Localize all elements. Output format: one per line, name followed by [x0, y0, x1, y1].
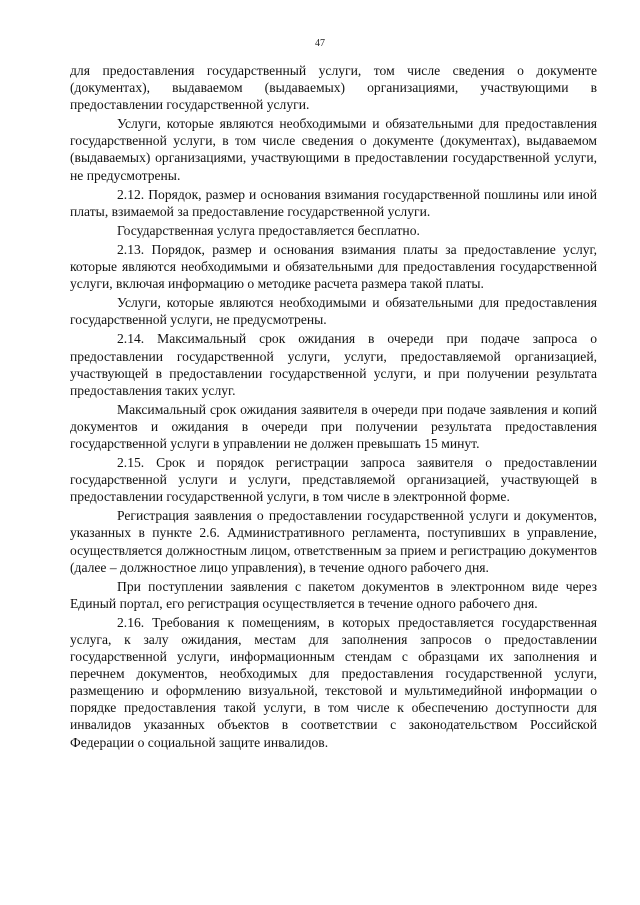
- section-heading-2-14: 2.14. Максимальный срок ожидания в очереди при подаче запроса о предоставлении государственной услуги, услуги, предоставляемой организацией, участвующей в предоставлении государственной услуги, и при получении результата предоставления таких услуг.: [70, 331, 597, 398]
- section-heading-2-15: 2.15. Срок и порядок регистрации запроса заявителя о предоставлении государственной услуги и услуги, представляемой организацией, участвующей в предоставлении государственной услуги, в том числе в электронной форме.: [70, 455, 597, 505]
- paragraph-10: Регистрация заявления о предоставлении государственной услуги и документов, указанных в пункте 2.6. Административного регламента, поступивших в управление, осуществляется должностным лицом, ответственным за прием и регистрацию документов (далее – должностное лицо управления), в течение одного рабочего дня.: [70, 508, 597, 575]
- paragraph-1: для предоставления государственный услуги, том числе сведения о документе (документах), выдаваемом (выдаваемых) организациями, участвующими в предоставлении государственной услуги.: [70, 63, 597, 113]
- paragraph-11: При поступлении заявления с пакетом документов в электронном виде через Единый портал, его регистрация осуществляется в течение одного рабочего дня.: [70, 578, 597, 611]
- section-heading-2-16: 2.16. Требования к помещениям, в которых предоставляется государственная услуга, к залу ожидания, местам для заполнения запросов о предоставлении государственной услуги, информационным стендам с образцами их заполнения и перечнем документов, необходимых для предоставления государственной услуги, размещению и оформлению визуальной, текстовой и мультимедийной информации о порядке предоставления такой услуги, в том числе к обеспечению доступности для инвалидов указанных объектов в соответствии с законодательством Российской Федерации о социальной защите инвалидов.: [70, 614, 597, 750]
- paragraph-2: Услуги, которые являются необходимыми и обязательными для предоставления государственной услуги, в том числе сведения о документе (документах), выдаваемом (выдаваемых) организациями, участвующими в предоставлении государственной услуги, не предусмотрены.: [70, 116, 597, 183]
- section-heading-2-13: 2.13. Порядок, размер и основания взимания платы за предоставление услуг, которые являются необходимыми и обязательными для предоставления государственной услуги, включая информацию о методике расчета размера такой платы.: [70, 241, 597, 292]
- document-body: [70, 62, 597, 753]
- paragraph-4: Государственная услуга предоставляется бесплатно.: [117, 222, 420, 238]
- page-number: 47: [315, 38, 325, 49]
- section-heading-2-12: 2.12. Порядок, размер и основания взимания государственной пошлины или иной платы, взимаемой за предоставление государственной услуги.: [70, 186, 597, 219]
- paragraph-8: Максимальный срок ожидания заявителя в очереди при подаче заявления и копий документов и ожидания в очереди при получении результата предоставления государственной услуги в управлении не должен превышать 15 минут.: [70, 401, 597, 451]
- paragraph-6: Услуги, которые являются необходимыми и обязательными для предоставления государственной услуги, не предусмотрены.: [70, 295, 597, 328]
